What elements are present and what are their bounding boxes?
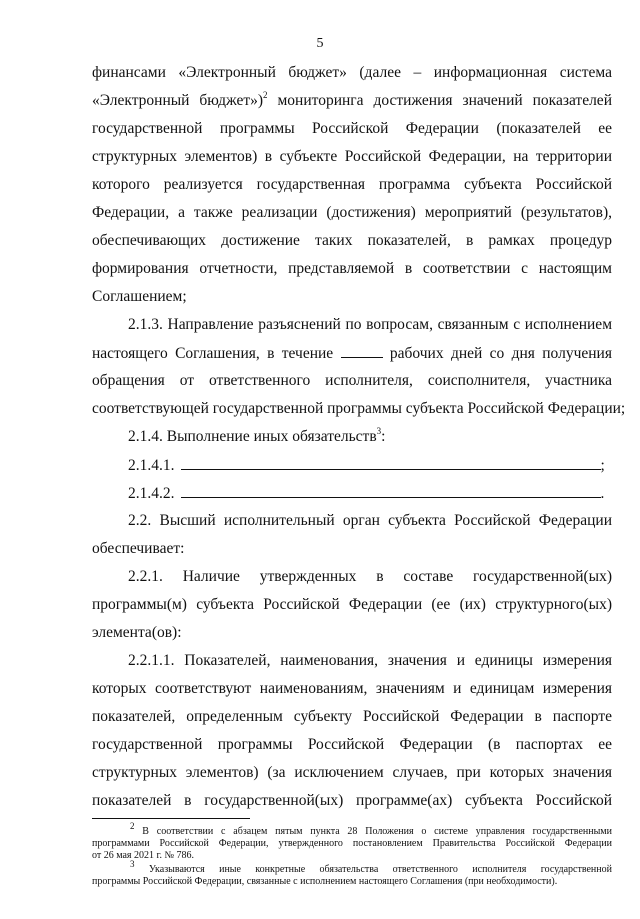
footnote-ref-3: 3 (376, 425, 382, 436)
item2142-end: . (600, 485, 605, 502)
para2211-line2: которых соответствуют наименованиям, значениям и единицам измерения (92, 680, 612, 697)
para2211-line5: структурных элементов) (за исключением случаев, при которых значения (92, 764, 612, 781)
footnote2-line2: программами Российской Федерации, утвержденного постановлением Правительства Российской Федерации (92, 838, 612, 849)
para2211-line6: показателей в государственной(ых) программе(ах) субъекта Российской (92, 792, 612, 809)
para214 (128, 425, 612, 446)
item2141-label: 2.1.4.1. (128, 457, 175, 474)
para214-text: 2.1.4. Выполнение иных обязательств (128, 428, 377, 445)
para1-line9: Соглашением; (92, 288, 187, 305)
footnote3-line1-text: Указываются иные конкретные обязательства ответственного исполнителя государственной (148, 864, 612, 875)
para213-line2-end: рабочих дней со дня получения (389, 345, 612, 362)
page-number: 5 (316, 36, 324, 51)
footnote2-line3: от 26 мая 2021 г. № 786. (92, 850, 195, 861)
footnote2-line1 (130, 820, 612, 838)
para213-line3: обращения от ответственного исполнителя, соисполнителя, участника (92, 372, 612, 389)
para213-line2-start: настоящего Соглашения, в течение (92, 345, 334, 362)
para1-line2 (92, 89, 612, 110)
para221-line2: программы(м) субъекта Российской Федерации (ее (их) структурного(ых) (92, 596, 612, 613)
para1-line2-end: мониторинга достижения значений показателей (267, 92, 612, 109)
para221-line1: 2.2.1. Наличие утвержденных в составе государственной(ых) (128, 568, 612, 585)
footnote3-line2: программы Российской Федерации, связанные с исполнением настоящего Соглашения (при необходимости). (92, 876, 558, 887)
para1-line4: структурных элементов) в субъекте Российской Федерации, на территории (92, 148, 612, 165)
footnote2-line1-text: В соответствии с абзацем пятым пункта 28 Положения о системе управления государственными (142, 826, 612, 837)
footnote3-mark: 3 (130, 858, 135, 869)
para2211-line4: государственной программы Российской Федерации (в паспортах ее (92, 736, 612, 753)
para213-line4: соответствующей государственной программы субъекта Российской Федерации; (92, 400, 626, 417)
item2142 (128, 484, 612, 503)
para1-line1: финансами «Электронный бюджет» (далее – информационная система (92, 64, 612, 81)
para1-line3: государственной программы Российской Федерации (показателей ее (92, 120, 612, 137)
para1-line2-start: «Электронный бюджет») (92, 92, 264, 109)
footnote-separator (92, 818, 250, 819)
para2211-line1: 2.2.1.1. Показателей, наименования, значения и единицы измерения (128, 652, 612, 669)
days-blank-field[interactable] (341, 344, 383, 358)
footnote3-line1 (130, 858, 612, 876)
para221-line3: элемента(ов): (92, 624, 182, 641)
para1-line8: формирования отчетности, представляемой в соответствии с настоящим (92, 260, 612, 277)
item2142-blank-field[interactable] (181, 484, 601, 498)
item2141 (128, 456, 612, 475)
para22-line1: 2.2. Высший исполнительный орган субъекта Российской Федерации (128, 512, 612, 529)
para214-tail: : (381, 428, 386, 445)
para213-line1: 2.1.3. Направление разъяснений по вопросам, связанным с исполнением (128, 316, 612, 333)
para22-line2: обеспечивает: (92, 540, 185, 557)
para1-line6: Федерации, а также реализации (достижения) мероприятий (результатов), (92, 204, 612, 221)
footnote-ref-2: 2 (263, 89, 268, 100)
para2211-line3: показателей, определенным субъекту Российской Федерации в паспорте (92, 708, 612, 725)
para213-line2 (92, 344, 612, 363)
para1-line7: обеспечивающих достижение таких показателей, в рамках процедур (92, 232, 612, 249)
item2142-label: 2.1.4.2. (128, 485, 175, 502)
para1-line5: которого реализуется государственная программа субъекта Российской (92, 176, 612, 193)
item2141-blank-field[interactable] (181, 456, 601, 470)
footnote2-mark: 2 (130, 820, 135, 831)
item2141-end: ; (600, 457, 605, 474)
